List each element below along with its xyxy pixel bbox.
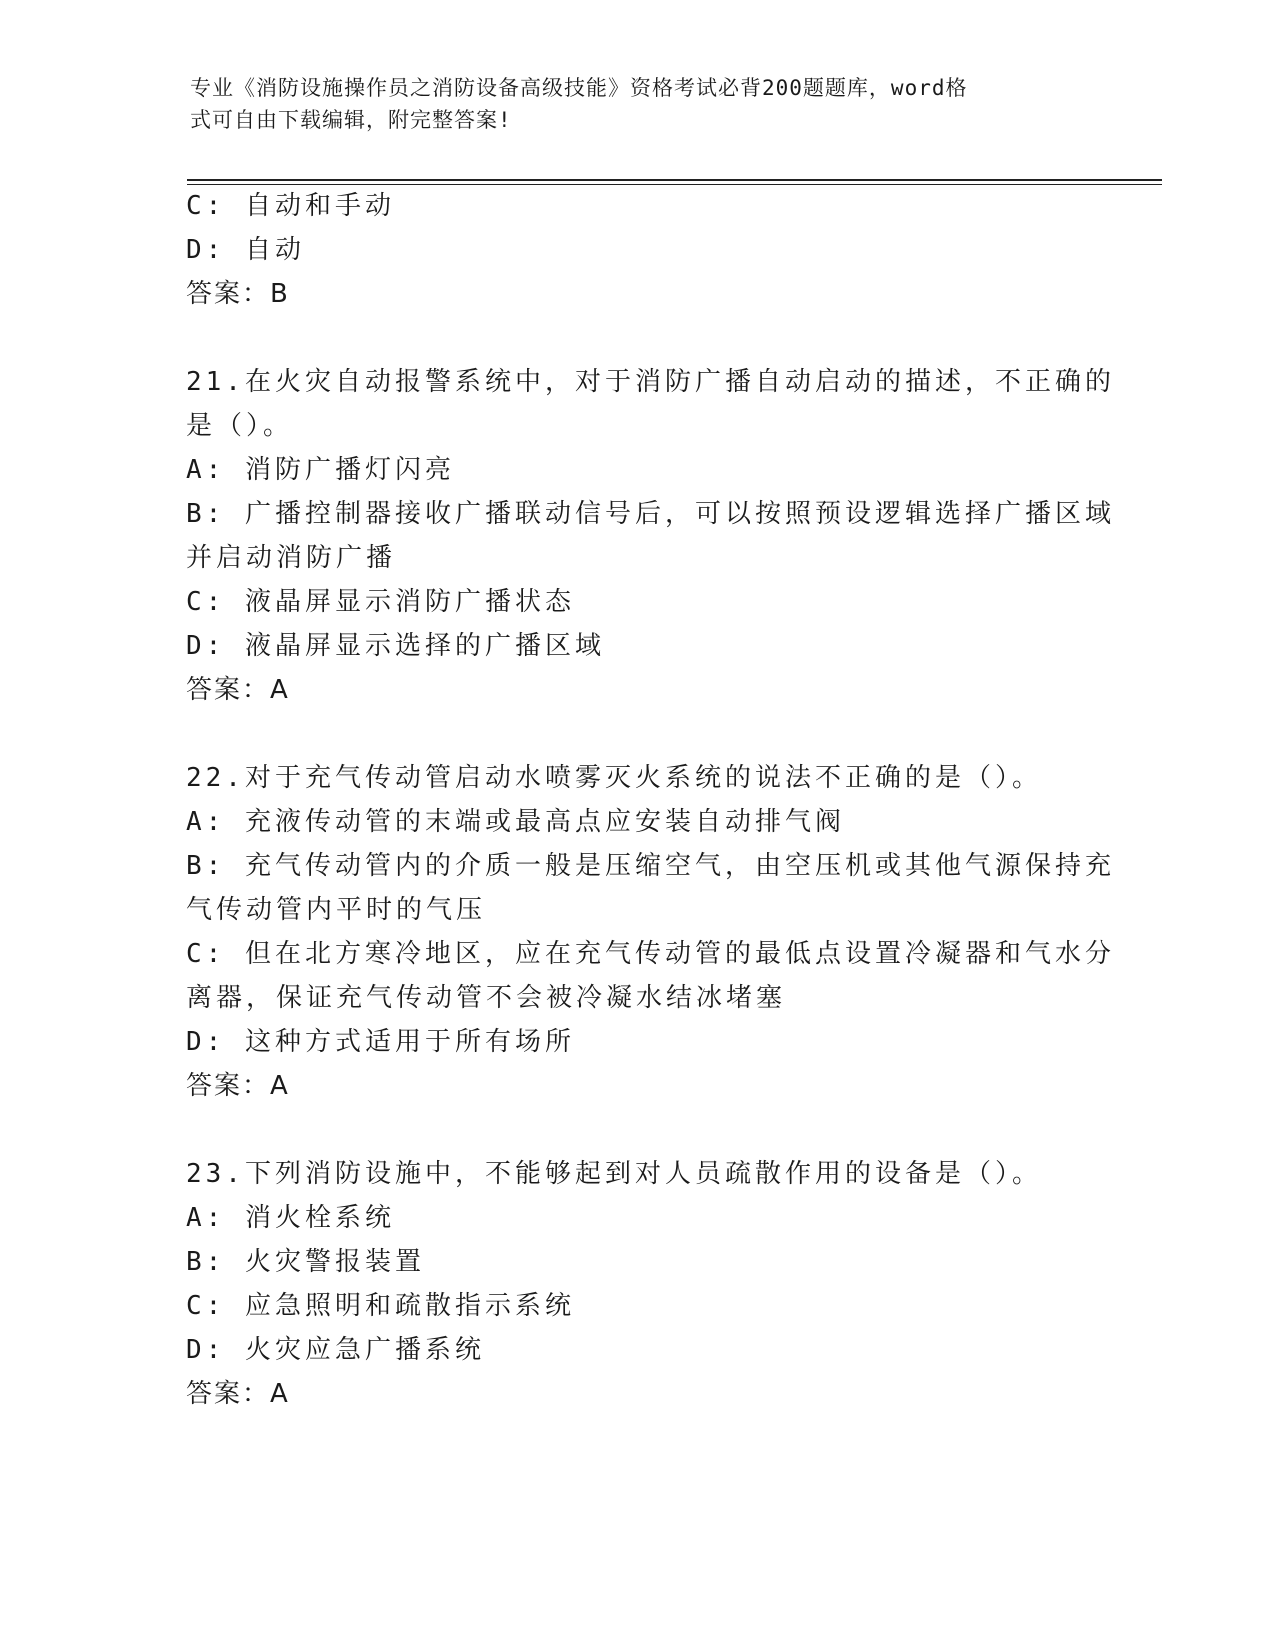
q22-option-b-line-2: 气传动管内平时的气压 (186, 895, 487, 925)
q23-answer: 答案：A (186, 1379, 290, 1409)
q23-option-b: B: 火灾警报装置 (186, 1247, 425, 1277)
q22-option-d: D: 这种方式适用于所有场所 (186, 1027, 575, 1057)
q22-option-b-line-1: B: 充气传动管内的介质一般是压缩空气，由空压机或其他气源保持充 (186, 851, 1115, 881)
header-divider-thin (187, 184, 1162, 185)
q21-option-c: C: 液晶屏显示消防广播状态 (186, 587, 575, 617)
q21-option-a: A: 消防广播灯闪亮 (186, 455, 455, 485)
prev-option-d: D: 自动 (186, 235, 305, 265)
q22-answer: 答案：A (186, 1071, 290, 1101)
header-divider-thick (187, 179, 1162, 181)
header-line-2: 式可自由下载编辑，附完整答案! (190, 108, 512, 132)
q22-option-a: A: 充液传动管的末端或最高点应安装自动排气阀 (186, 807, 845, 837)
q21-stem-line-1: 21.在火灾自动报警系统中，对于消防广播自动启动的描述，不正确的 (186, 367, 1115, 397)
document-header (190, 72, 1080, 136)
q21-option-b-line-1: B: 广播控制器接收广播联动信号后，可以按照预设逻辑选择广播区域 (186, 499, 1115, 529)
prev-answer: 答案：B (186, 279, 290, 309)
header-line-1: 专业《消防设施操作员之消防设备高级技能》资格考试必背200题题库，word格 (190, 76, 968, 100)
q22-stem: 22.对于充气传动管启动水喷雾灭火系统的说法不正确的是（）。 (186, 763, 1042, 793)
q23-option-c: C: 应急照明和疏散指示系统 (186, 1291, 575, 1321)
q22-option-c-line-2: 离器，保证充气传动管不会被冷凝水结冰堵塞 (186, 983, 787, 1013)
q21-option-b-line-2: 并启动消防广播 (186, 543, 397, 573)
prev-option-c: C: 自动和手动 (186, 191, 395, 221)
q21-answer: 答案：A (186, 675, 290, 705)
q22-option-c-line-1: C: 但在北方寒冷地区，应在充气传动管的最低点设置冷凝器和气水分 (186, 939, 1115, 969)
q21-stem-line-2: 是（）。 (186, 411, 294, 441)
q23-option-a: A: 消火栓系统 (186, 1203, 395, 1233)
q21-option-d: D: 液晶屏显示选择的广播区域 (186, 631, 605, 661)
q23-option-d: D: 火灾应急广播系统 (186, 1335, 485, 1365)
q23-stem: 23.下列消防设施中，不能够起到对人员疏散作用的设备是（）。 (186, 1159, 1042, 1189)
